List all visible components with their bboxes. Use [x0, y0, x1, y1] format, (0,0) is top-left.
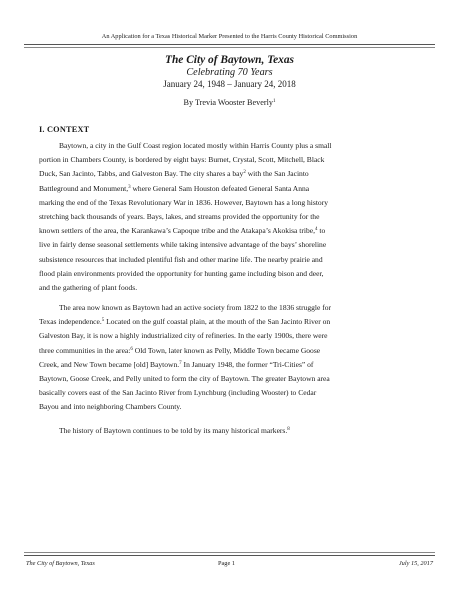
footer-rule — [24, 555, 435, 556]
author-line — [0, 98, 459, 107]
paragraph-1 — [39, 139, 411, 295]
footer-date: July 15, 2017 — [398, 560, 433, 567]
title-block — [0, 54, 459, 90]
header-rule-thin — [24, 47, 435, 48]
text-line: three communities in the area:$^6$ Old Town, later known as Pelly, Middle Town became Goose — [39, 345, 321, 355]
footnote-ref-5[interactable]: 5 — [101, 318, 105, 324]
section-heading: I. CONTEXT — [39, 125, 90, 134]
text-line: Duck, San Jacinto, Tabbs, and Galveston Bay. The city shares a bay$^2$ with the San Jacinto — [39, 169, 309, 179]
footnote-ref-7[interactable]: 7 — [179, 360, 182, 366]
text-line: subsistence resources that included plentiful fish and other marine life. The nearby prairie and — [39, 254, 323, 264]
document-dates: January 24, 1948 – January 24, 2018 — [163, 79, 296, 89]
text-line: stretching back thousands of years. Bays, lakes, and streams provided the opportunity for the — [39, 212, 320, 222]
text-line: Galveston Bay, it is now a highly industrialized city of refineries. In the early 1900s, there were — [39, 331, 328, 341]
header-rule — [24, 44, 435, 45]
page-number: Page 1 — [218, 560, 235, 567]
text-line: basically covers east of the San Jacinto River from Lynchburg (including Wooster) to Cedar — [39, 388, 317, 398]
footnote-ref-8[interactable]: 8 — [287, 427, 290, 432]
footnote-ref-1[interactable]: 1 — [272, 99, 276, 104]
text-line: The history of Baytown continues to be told by its many historical markers.$^8$ — [59, 426, 290, 435]
text-line: live in fairly dense seasonal settlements while taking intensive advantage of the bays’ shoreline — [39, 240, 327, 250]
text-line: known settlers of the area, the Karankawa’s Capoque tribe and the Atakapa’s Akokisa tribe,$^4$ to — [39, 226, 326, 236]
text-line: Creek, and New Town became [old] Baytown.$^7$ In January 1948, the former “Tri-Cities” of — [39, 359, 314, 369]
footnote-ref-2[interactable]: 2 — [243, 170, 246, 176]
document-title: The City of Baytown, Texas — [165, 54, 294, 66]
paragraph-3 — [39, 424, 411, 438]
text-line: Texas independence.$^5$ Located on the gulf coastal plain, at the mouth of the San Jacinto River on — [39, 317, 331, 327]
text-line: Baytown, Goose Creek, and Pelly united to form the city of Baytown. The greater Baytown area — [39, 374, 330, 384]
footnote-ref-6[interactable]: 6 — [130, 346, 133, 352]
footnote-ref-4[interactable]: 4 — [315, 227, 318, 233]
text-line: and the gathering of plant foods. — [39, 283, 138, 293]
author-name: By Trevia Wooster Beverly — [183, 98, 273, 107]
text-line: flood plain environments provided the opportunity for hunting game including bison and deer, — [39, 268, 324, 278]
document-subtitle: Celebrating 70 Years — [186, 67, 273, 78]
text-line: Battleground and Monument,$^3$ where General Sam Houston defeated General Santa Anna — [39, 183, 310, 193]
text-line: marking the end of the Texas Revolutionary War in 1836. However, Baytown has a long history — [39, 197, 328, 207]
footer-title: The City of Baytown, Texas — [26, 560, 95, 567]
footnote-ref-3[interactable]: 3 — [128, 184, 131, 190]
text-line: Baytown, a city in the Gulf Coast region located mostly within Harris County plus a small — [59, 141, 332, 150]
footer-rule-thin — [24, 552, 435, 553]
text-line: portion in Chambers County, is bordered by eight bays: Burnet, Crystal, Scott, Mitchell, Black — [39, 155, 325, 165]
paragraph-2 — [39, 301, 411, 415]
running-header: An Application for a Texas Historical Marker Presented to the Harris County Historical Commission — [101, 33, 358, 40]
text-line: The area now known as Baytown had an active society from 1822 to the 1836 struggle for — [59, 303, 332, 312]
text-line: Bayou and into neighboring Chambers County. — [39, 402, 182, 412]
